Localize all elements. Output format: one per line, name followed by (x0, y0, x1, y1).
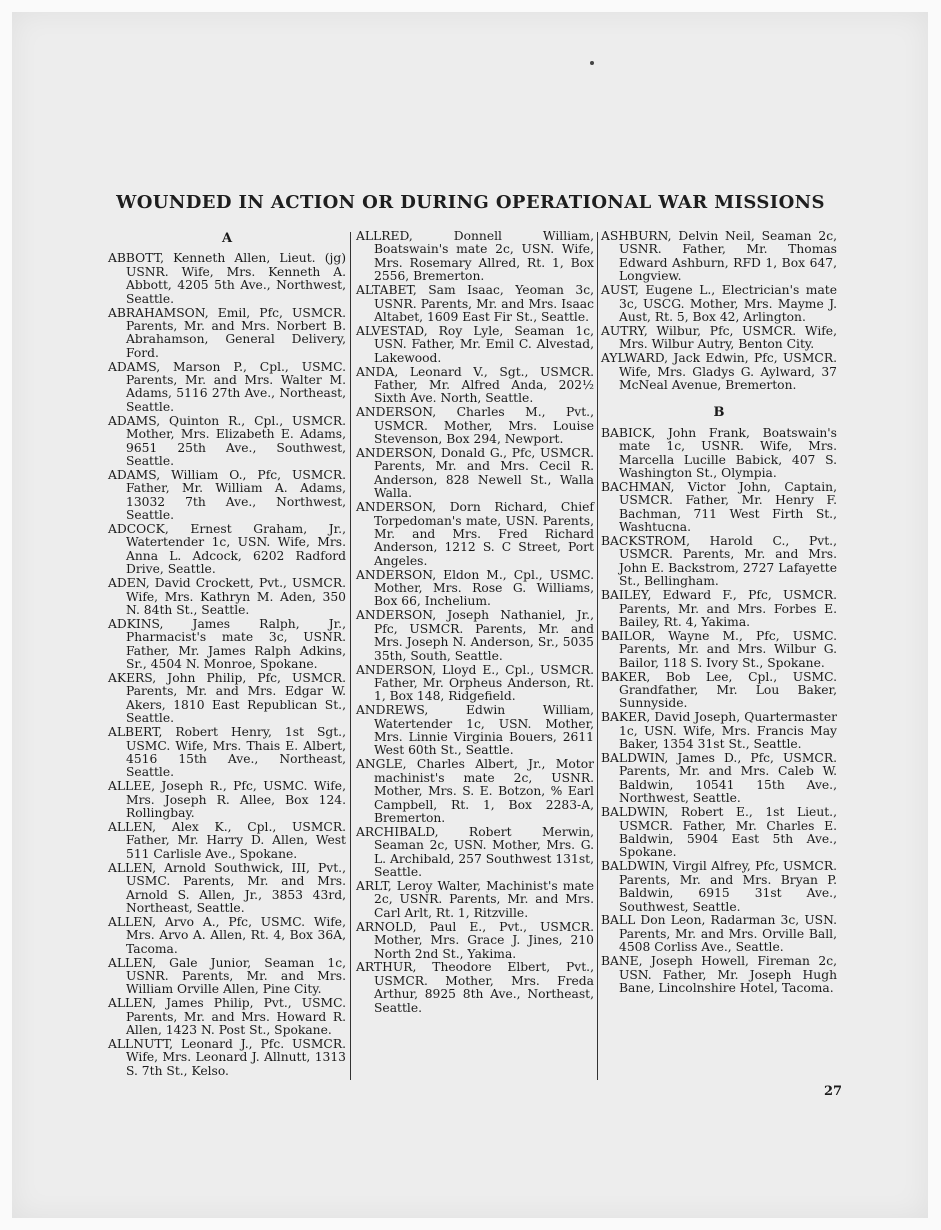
directory-entry: ARTHUR, Theodore Elbert, Pvt., USMCR. Mother, Mrs. Freda Arthur, 8925 8th Ave., Northeast, Seattle. (356, 960, 594, 1015)
entry-list (601, 427, 837, 996)
directory-entry: ANDA, Leonard V., Sgt., USMCR. Father, Mr. Alfred Anda, 202½ Sixth Ave. North, Seattle. (356, 364, 594, 406)
directory-entry: ARCHIBALD, Robert Merwin, Seaman 2c, USN. Mother, Mrs. G. L. Archibald, 257 Southwest 131st, Seattle. (356, 824, 594, 880)
directory-entry: BALDWIN, Robert E., 1st Lieut., USMCR. Father, Mr. Charles E. Baldwin, 5904 East 5th Ave., Spokane. (601, 805, 837, 860)
directory-entry: AYLWARD, Jack Edwin, Pfc, USMCR. Wife, Mrs. Gladys G. Aylward, 37 McNeal Avenue, Bremerton. (601, 351, 837, 392)
column-divider (350, 232, 351, 1080)
stray-dot (590, 61, 594, 65)
directory-entry: ANDERSON, Eldon M., Cpl., USMC. Mother, Mrs. Rose G. Williams, Box 66, Inchelium. (356, 567, 594, 609)
directory-entry: ALTABET, Sam Isaac, Yeoman 3c, USNR. Parents, Mr. and Mrs. Isaac Altabet, 1609 East Fir St., Seattle. (356, 283, 594, 324)
directory-entry: ALLEN, Arvo A., Pfc, USMC. Wife, Mrs. Arvo A. Allen, Rt. 4, Box 36A, Tacoma. (108, 914, 346, 956)
directory-entry: ANDERSON, Lloyd E., Cpl., USMCR. Father, Mr. Orpheus Anderson, Rt. 1, Box 148, Ridgefield. (356, 662, 594, 704)
directory-entry: BAKER, David Joseph, Quartermaster 1c, USN. Wife, Mrs. Francis May Baker, 1354 31st St., Seattle. (601, 710, 837, 752)
directory-entry: ADKINS, James Ralph, Jr., Pharmacist's mate 3c, USNR. Father, Mr. James Ralph Adkins, Sr., 4504 N. Monroe, Spokane. (108, 616, 346, 672)
directory-entry: ALLEN, Alex K., Cpl., USMCR. Father, Mr. Harry D. Allen, West 511 Carlisle Ave., Spokane. (108, 819, 346, 861)
directory-entry: ANDERSON, Charles M., Pvt., USMCR. Mother, Mrs. Louise Stevenson, Box 294, Newport. (356, 405, 594, 447)
directory-entry: ADAMS, Marson P., Cpl., USMC. Parents, Mr. and Mrs. Walter M. Adams, 5116 27th Ave., Northeast, Seattle. (108, 359, 346, 414)
directory-entry: ALBERT, Robert Henry, 1st Sgt., USMC. Wife, Mrs. Thais E. Albert, 4516 15th Ave., Northeast, Seattle. (108, 725, 346, 780)
directory-entry: ANDERSON, Donald G., Pfc, USMCR. Parents, Mr. and Mrs. Cecil R. Anderson, 828 Newell St., Walla Walla. (356, 446, 594, 501)
directory-entry: BAKER, Bob Lee, Cpl., USMC. Grandfather, Mr. Lou Baker, Sunnyside. (601, 669, 837, 711)
directory-entry: ASHBURN, Delvin Neil, Seaman 2c, USNR. Father, Mr. Thomas Edward Ashburn, RFD 1, Box 647, Longview. (601, 229, 837, 284)
directory-entry: AUTRY, Wilbur, Pfc, USMCR. Wife, Mrs. Wilbur Autry, Benton City. (601, 323, 837, 352)
column-1 (108, 230, 346, 1079)
directory-entry: BAILEY, Edward F., Pfc, USMCR. Parents, Mr. and Mrs. Forbes E. Bailey, Rt. 4, Yakima. (601, 588, 837, 629)
directory-entry: ADCOCK, Ernest Graham, Jr., Watertender 1c, USN. Wife, Mrs. Anna L. Adcock, 6202 Radford Drive, Seattle. (108, 522, 346, 577)
directory-entry: ABRAHAMSON, Emil, Pfc, USMCR. Parents, Mr. and Mrs. Norbert B. Abrahamson, General Delivery, Ford. (108, 305, 346, 360)
section-letter-a: A (221, 231, 233, 246)
directory-entry: ALLEE, Joseph R., Pfc, USMC. Wife, Mrs. Joseph R. Allee, Box 124. Rollingbay. (108, 779, 346, 821)
entry-list (601, 230, 837, 392)
directory-entry: ARNOLD, Paul E., Pvt., USMCR. Mother, Mrs. Grace J. Jines, 210 North 2nd St., Yakima. (356, 919, 594, 961)
directory-entry: ANDERSON, Dorn Richard, Chief Torpedoman's mate, USN. Parents, Mr. and Mrs. Fred Richard Anderson, 1212 S. C Street, Port Angeles. (356, 500, 594, 568)
entry-list (108, 252, 346, 1078)
directory-entry: ADEN, David Crockett, Pvt., USMCR. Wife, Mrs. Kathryn M. Aden, 350 N. 84th St., Seattle. (108, 576, 346, 617)
directory-entry: ABBOTT, Kenneth Allen, Lieut. (jg) USNR. Wife, Mrs. Kenneth A. Abbott, 4205 5th Ave., Northwest, Seattle. (108, 251, 346, 306)
directory-entry: ANDREWS, Edwin William, Watertender 1c, USN. Mother, Mrs. Linnie Virginia Bouers, 2611 West 60th St., Seattle. (356, 703, 594, 758)
directory-entry: AUST, Eugene L., Electrician's mate 3c, USCG. Mother, Mrs. Mayme J. Aust, Rt. 5, Box 42, Arlington. (601, 283, 837, 324)
directory-entry: AKERS, John Philip, Pfc, USMCR. Parents, Mr. and Mrs. Edgar W. Akers, 1810 East Republican St., Seattle. (108, 671, 346, 726)
section-letter-b: B (713, 405, 725, 421)
page-number: 27 (824, 1084, 843, 1099)
column-divider (597, 232, 598, 1080)
directory-entry: ALLEN, James Philip, Pvt., USMC. Parents, Mr. and Mrs. Howard R. Allen, 1423 N. Post St., Spokane. (108, 996, 346, 1038)
directory-entry: BALDWIN, Virgil Alfrey, Pfc, USMCR. Parents, Mr. and Mrs. Bryan P. Baldwin, 6915 31st Ave., Southwest, Seattle. (601, 859, 837, 914)
directory-entry: ADAMS, Quinton R., Cpl., USMCR. Mother, Mrs. Elizabeth E. Adams, 9651 25th Ave., Southwest, Seattle. (108, 413, 346, 468)
page-title: WOUNDED IN ACTION OR DURING OPERATIONAL WAR MISSIONS (116, 192, 825, 213)
column-2 (356, 230, 594, 1016)
directory-entry: ALLRED, Donnell William, Boatswain's mate 2c, USN. Wife, Mrs. Rosemary Allred, Rt. 1, Box 2556, Bremerton. (356, 229, 594, 284)
directory-entry: BALL Don Leon, Radarman 3c, USN. Parents, Mr. and Mrs. Orville Ball, 4508 Corliss Ave., Seattle. (601, 913, 837, 955)
directory-entry: BACHMAN, Victor John, Captain, USMCR. Father, Mr. Henry F. Bachman, 711 West Firth St., Washtucna. (601, 479, 837, 535)
directory-entry: ALVESTAD, Roy Lyle, Seaman 1c, USN. Father, Mr. Emil C. Alvestad, Lakewood. (356, 323, 594, 365)
directory-entry: BABICK, John Frank, Boatswain's mate 1c, USNR. Wife, Mrs. Marcella Lucille Babick, 407 S. Washington St., Olympia. (601, 425, 837, 480)
directory-entry: ALLEN, Gale Junior, Seaman 1c, USNR. Parents, Mr. and Mrs. William Orville Allen, Pine City. (108, 955, 346, 997)
directory-entry: ALLNUTT, Leonard J., Pfc. USMCR. Wife, Mrs. Leonard J. Allnutt, 1313 S. 7th St., Kelso. (108, 1036, 346, 1078)
directory-entry: BALDWIN, James D., Pfc, USMCR. Parents, Mr. and Mrs. Caleb W. Baldwin, 10541 15th Ave., Northwest, Seattle. (601, 751, 837, 806)
directory-entry: ANGLE, Charles Albert, Jr., Motor machinist's mate 2c, USNR. Mother, Mrs. S. E. Botzon, % Earl Campbell, Rt. 1, Box 2283-A, Bremerton. (356, 757, 594, 825)
directory-entry: ADAMS, William O., Pfc, USMCR. Father, Mr. William A. Adams, 13032 7th Ave., Northwest, Seattle. (108, 467, 346, 523)
directory-entry: ARLT, Leroy Walter, Machinist's mate 2c, USNR. Parents, Mr. and Mrs. Carl Arlt, Rt. 1, Ritzville. (356, 879, 594, 920)
directory-entry: ALLEN, Arnold Southwick, III, Pvt., USMC. Parents, Mr. and Mrs. Arnold S. Allen, Jr., 3853 43rd, Northeast, Seattle. (108, 860, 346, 915)
directory-entry: ANDERSON, Joseph Nathaniel, Jr., Pfc, USMCR. Parents, Mr. and Mrs. Joseph N. Anderson, Sr., 5035 35th, South, Seattle. (356, 608, 594, 663)
directory-entry: BACKSTROM, Harold C., Pvt., USMCR. Parents, Mr. and Mrs. John E. Backstrom, 2727 Lafayette St., Bellingham. (601, 534, 837, 589)
directory-entry: BAILOR, Wayne M., Pfc, USMC. Parents, Mr. and Mrs. Wilbur G. Bailor, 118 S. Ivory St., Spokane. (601, 628, 837, 670)
directory-entry: BANE, Joseph Howell, Fireman 2c, USN. Father, Mr. Joseph Hugh Bane, Lincolnshire Hotel, Tacoma. (601, 954, 837, 995)
entry-list (356, 230, 594, 1015)
column-3 (601, 230, 837, 996)
